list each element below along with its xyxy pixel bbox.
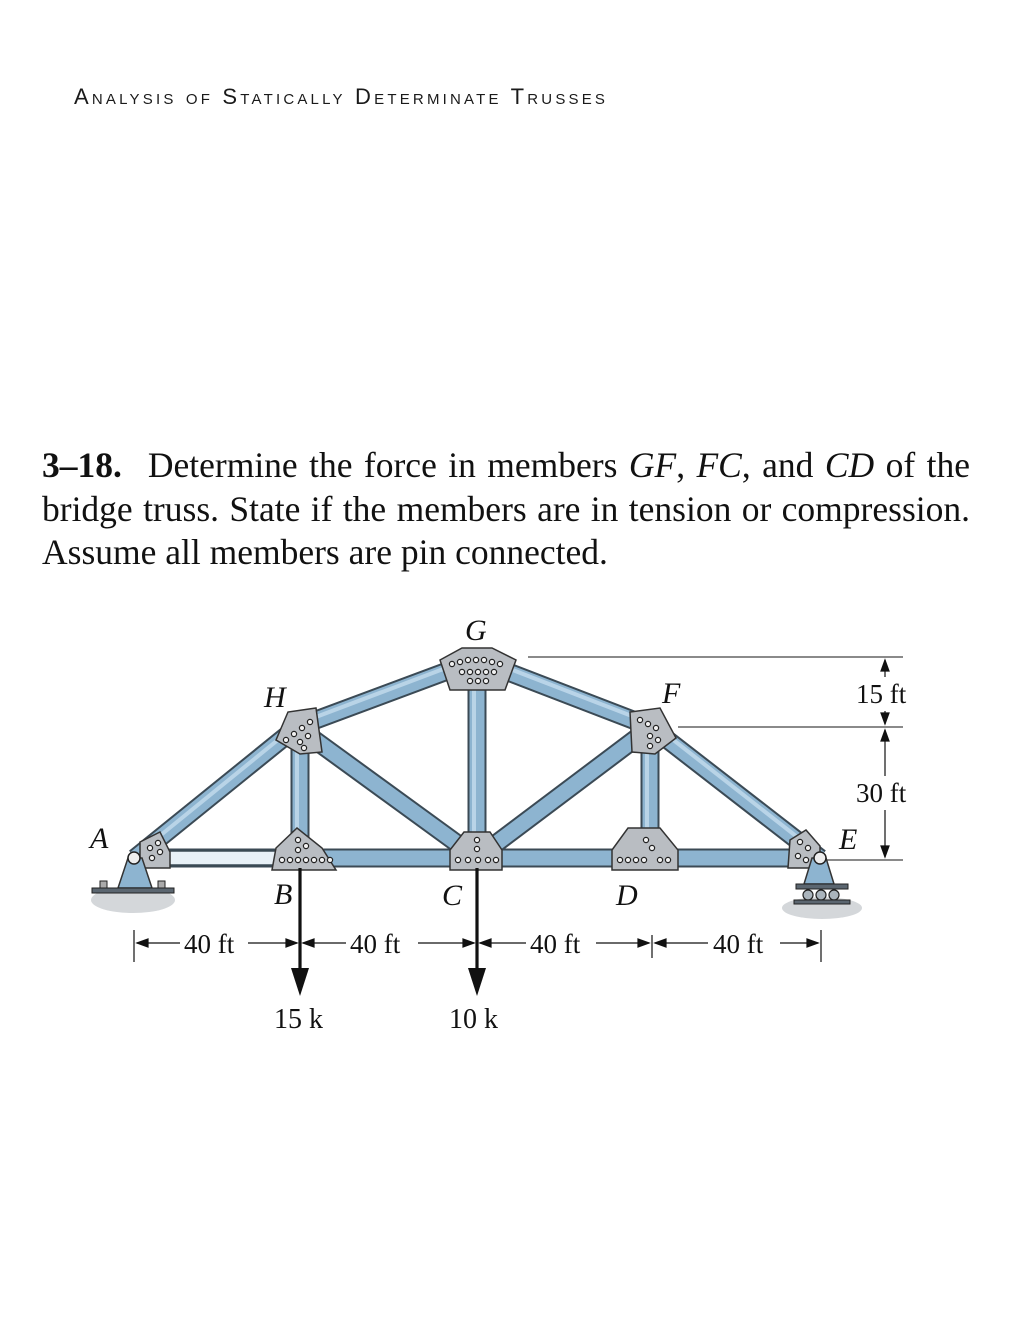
dimension-span-4: 40 ft [713, 929, 764, 959]
load-label-b: 15 k [274, 1004, 323, 1035]
dimension-span-3: 40 ft [530, 929, 581, 959]
load-arrowhead-c [468, 968, 486, 996]
member-fc: FC [696, 445, 742, 485]
member-cd: CD [824, 445, 875, 485]
joint-label-f: F [662, 677, 681, 710]
joint-label-b: B [274, 878, 293, 911]
problem-statement [42, 444, 970, 575]
problem-text-1: Determine the force in members [147, 445, 629, 485]
problem-sep-1: , [676, 445, 697, 485]
problem-text-2: of the bridge truss. State if the members are in tension or compression. Assume all members are pin connected. [42, 445, 971, 572]
joint-label-a: A [90, 822, 109, 855]
dimension-span-1: 40 ft [184, 929, 235, 959]
problem-number: 3–18. [42, 445, 122, 485]
problem-sep-2: , and [741, 445, 825, 485]
joint-label-h: H [264, 681, 286, 714]
running-head: Analysis of Statically Determinate Trusses [74, 84, 609, 109]
joint-label-d: D [616, 879, 638, 912]
dimension-height-lower: 30 ft [856, 778, 907, 808]
dimension-span-2: 40 ft [350, 929, 401, 959]
member-gf: GF [628, 445, 677, 485]
joint-label-g: G [465, 614, 487, 647]
joint-label-e: E [839, 823, 858, 856]
dimension-height-upper: 15 ft [856, 679, 907, 709]
truss-figure [0, 600, 1020, 1060]
joint-label-c: C [442, 879, 463, 912]
load-arrowhead-b [291, 968, 309, 996]
load-label-c: 10 k [449, 1004, 498, 1035]
